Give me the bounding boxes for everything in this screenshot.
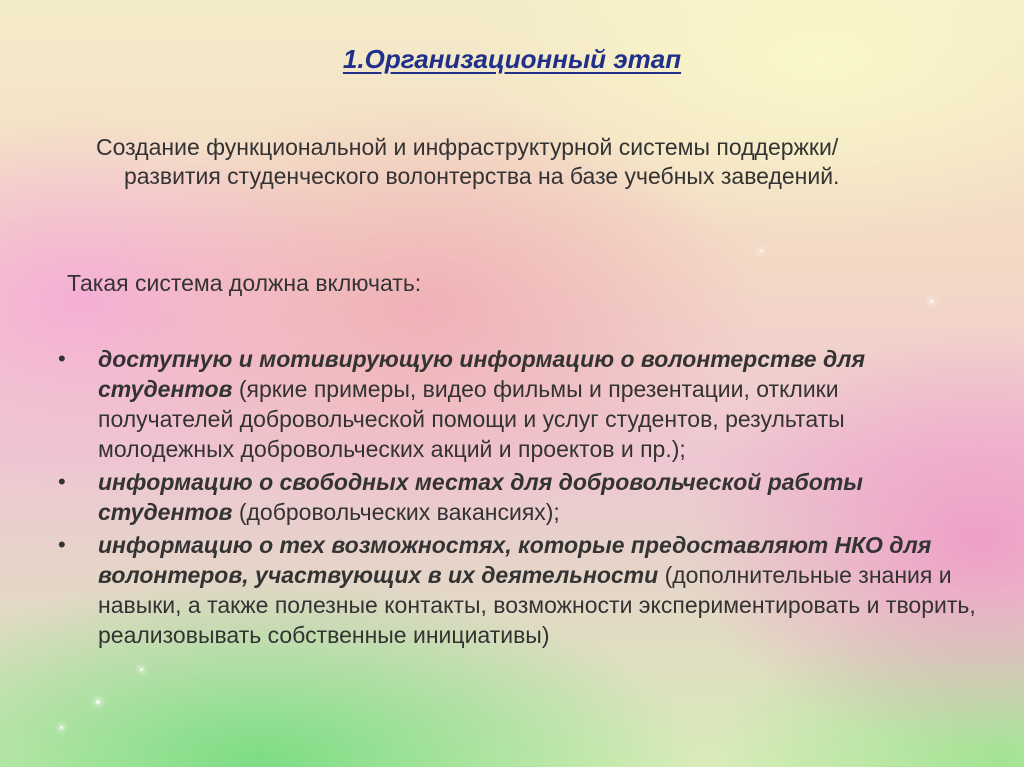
sparkle-decoration (760, 250, 762, 252)
sparkle-decoration (140, 668, 143, 671)
bullet-text: (яркие примеры, видео фильмы и презентации, отклики получателей добровольческой помощи и услуг студентов, результаты молодежных добровольческих акций и проектов и пр.); (98, 376, 845, 462)
bullet-emphasis: информацию о тех возможностях, которые предоставляют НКО для волонтеров, участвующих в их деятельности (98, 532, 932, 588)
intro-paragraph: Создание функциональной и инфраструктурной системы поддержки/развития студенческого волонтерства на базе учебных заведений. (96, 134, 840, 189)
bullet-icon: • (58, 469, 66, 494)
bullet-item (58, 344, 978, 464)
bullet-item (58, 467, 978, 527)
bullet-list (58, 344, 978, 653)
bullet-emphasis: информацию о свободных местах для добровольческой работы студентов (98, 469, 863, 525)
bullet-icon: • (58, 532, 66, 557)
sparkle-decoration (60, 726, 63, 729)
bullet-emphasis: доступную и мотивирующую информацию о волонтерстве для студентов (98, 346, 866, 402)
lead-text: Такая система должна включать: (67, 270, 422, 296)
sparkle-decoration (96, 700, 100, 704)
sparkle-decoration (930, 300, 933, 303)
bullet-icon: • (58, 346, 66, 371)
bullet-item (58, 530, 978, 650)
bullet-text: (добровольческих вакансиях); (232, 499, 560, 525)
bullet-text: (дополнительные знания и навыки, а также полезные контакты, возможности экспериментировать и творить, реализовывать собственные инициативы) (98, 562, 976, 648)
slide-title: 1.Организационный этап (342, 44, 682, 74)
